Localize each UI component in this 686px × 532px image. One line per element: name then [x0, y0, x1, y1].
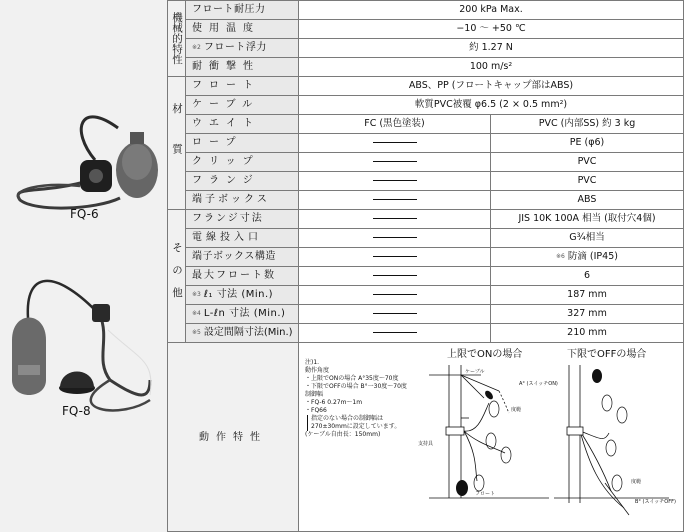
dash-cell [299, 191, 491, 210]
diagram-title-on: 上限でONの場合 [447, 349, 523, 360]
row-label-spacing [186, 324, 299, 343]
value-temperature: −10 〜 +50 ℃ [299, 20, 684, 39]
value-clip: PVC [491, 153, 684, 172]
value-float-material: ABS、PP (フロートキャップ部はABS) [299, 77, 684, 96]
dash-cell [299, 324, 491, 343]
row-label-impact: 耐衝撃性 [186, 58, 299, 77]
value-wire-inlet: G¾相当 [491, 229, 684, 248]
row-label-pressure: フロート耐圧力 [186, 1, 299, 20]
table-row [168, 115, 684, 134]
row-label-l1 [186, 286, 299, 305]
operation-diagram [299, 343, 683, 531]
note-line: 注)1. [305, 359, 320, 366]
table-row [168, 153, 684, 172]
row-label-max-float: 最大フロート数 [186, 267, 299, 286]
table-row [168, 1, 684, 20]
label-text: フロート浮力 [203, 42, 267, 53]
label-text: L-ℓn 寸法 (Min.) [203, 308, 286, 319]
note-line: ・FQ66 [305, 407, 327, 414]
row-label-rope: ロープ [186, 134, 299, 153]
row-label-buoyancy [186, 39, 299, 58]
row-label-wire-inlet: 電線投入口 [186, 229, 299, 248]
fq6-illustration [18, 117, 158, 208]
spec-table [167, 0, 684, 532]
label-degree-on: 度範 [511, 407, 522, 413]
note-line: ・FQ-6 0.27m〜1m [305, 399, 363, 406]
value-terminal-box: ABS [491, 191, 684, 210]
dash-cell [299, 267, 491, 286]
table-row [168, 248, 684, 267]
table-row [168, 229, 684, 248]
category-other: その他 [168, 210, 186, 343]
row-label-temperature: 使用温度 [186, 20, 299, 39]
dash-cell [299, 248, 491, 267]
table-row [168, 77, 684, 96]
product-illustrations [0, 0, 167, 532]
category-mechanical: 機械的特性 [168, 1, 186, 77]
table-row [168, 324, 684, 343]
note-mark: ※3 [192, 291, 201, 298]
table-row [168, 58, 684, 77]
note-line: 指定のない場合の制御幅は [311, 415, 384, 422]
note-line: 270±30mmに設定しています。 [311, 423, 401, 430]
table-row [168, 20, 684, 39]
value-weight-fq6: FC (黒色塗装) [299, 115, 491, 134]
product-label-fq6: FQ-6 [70, 207, 99, 221]
row-label-terminal-box: 端子ボックス [186, 191, 299, 210]
diagram-title-off: 下限でOFFの場合 [567, 349, 647, 360]
row-label-lln [186, 305, 299, 324]
value-lln: 327 mm [491, 305, 684, 324]
dash-cell [299, 286, 491, 305]
row-label-float-material: フロート [186, 77, 299, 96]
row-label-weight: ウエイト [186, 115, 299, 134]
value-pressure: 200 kPa Max. [299, 1, 684, 20]
note-line: (ケーブル自由長：150mm) [305, 431, 381, 438]
table-row [168, 305, 684, 324]
row-label-box-structure: 端子ボックス構造 [186, 248, 299, 267]
dash-cell [299, 210, 491, 229]
table-row [168, 39, 684, 58]
value-max-float: 6 [491, 267, 684, 286]
value-flange-dim: JIS 10K 100A 相当 (取付穴4個) [491, 210, 684, 229]
table-row [168, 286, 684, 305]
value-rope: PE (φ6) [491, 134, 684, 153]
table-row [168, 267, 684, 286]
note-mark: ※6 [556, 253, 565, 260]
note-mark: ※5 [192, 329, 201, 336]
note-line: ・上限でONの場合 A°35度〜70度 [305, 375, 399, 382]
label-text: ℓ₁ 寸法 (Min.) [203, 289, 274, 300]
value-l1: 187 mm [491, 286, 684, 305]
table-row [168, 191, 684, 210]
label-degree-off: 度範 [631, 479, 642, 485]
table-row [168, 172, 684, 191]
row-label-clip: クリップ [186, 153, 299, 172]
note-mark: ※2 [192, 44, 201, 51]
label-text: 設定間隔寸法(Min.) [203, 327, 293, 338]
table-row [168, 96, 684, 115]
product-image-panel [0, 0, 167, 532]
row-label-cable: ケーブル [186, 96, 299, 115]
value-buoyancy: 約 1.27 N [299, 39, 684, 58]
value-box-structure [491, 248, 684, 267]
table-row [168, 210, 684, 229]
value-spacing: 210 mm [491, 324, 684, 343]
category-operation: 動作特性 [168, 343, 299, 532]
dash-cell [299, 153, 491, 172]
note-line: 制御幅 [305, 391, 324, 398]
label-float: フロート [475, 491, 496, 497]
row-label-flange-dim: フランジ寸法 [186, 210, 299, 229]
dash-cell [299, 229, 491, 248]
label-switch-off: B° (スイッチOFF) [635, 499, 676, 505]
table-row [168, 134, 684, 153]
table-row [168, 343, 684, 532]
label-support: 支持具 [418, 441, 434, 447]
label-switch-on: A° (スイッチON) [519, 381, 558, 387]
operation-diagram-cell [299, 343, 684, 532]
dash-cell [299, 172, 491, 191]
row-label-flange-material: フランジ [186, 172, 299, 191]
dash-cell [299, 134, 491, 153]
note-mark: ※4 [192, 310, 201, 317]
note-line: 動作角度 [305, 367, 330, 374]
note-line: ・下限でOFFの場合 B°一30度〜70度 [305, 383, 407, 390]
value-flange-material: PVC [491, 172, 684, 191]
value-text: 防滴 (IP45) [567, 251, 618, 262]
value-weight-fq8: PVC (内部SS) 約 3 kg [491, 115, 684, 134]
label-cable: ケーブル [465, 369, 485, 375]
product-label-fq8: FQ-8 [62, 404, 91, 418]
dash-cell [299, 305, 491, 324]
value-cable: 軟質PVC被覆 φ6.5 (2 × 0.5 mm²) [299, 96, 684, 115]
value-impact: 100 m/s² [299, 58, 684, 77]
category-material: 材質 [168, 77, 186, 210]
fq8-illustration [12, 281, 151, 410]
